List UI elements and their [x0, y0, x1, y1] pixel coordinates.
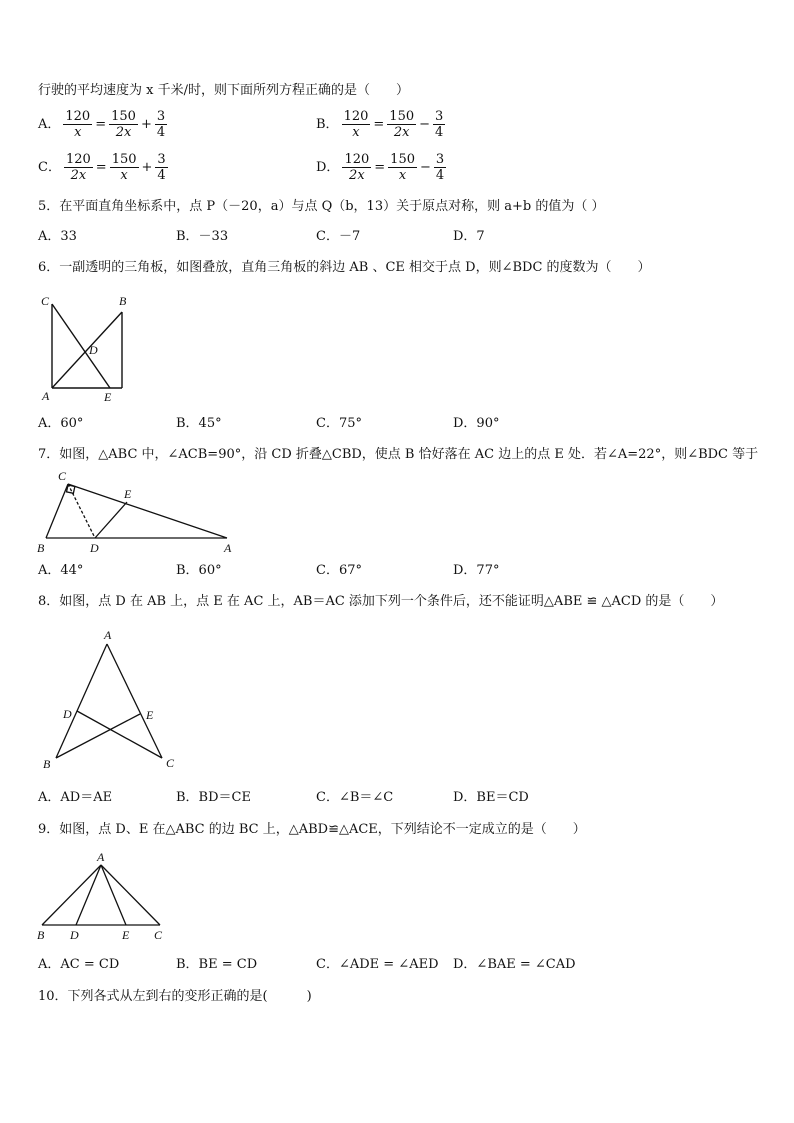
- fig8-label-b: B: [43, 757, 51, 771]
- fig9-label-c: C: [154, 928, 163, 942]
- fig7-label-e: E: [124, 487, 132, 501]
- q9-option-c[interactable]: C．∠ADE = ∠AED: [316, 957, 439, 972]
- q4-option-c[interactable]: C． $\frac{120}{2x}$ = $\frac{150}{x}$ + $\frac{3}{4}$: [38, 152, 166, 183]
- q6-option-c[interactable]: C．75°: [316, 416, 362, 431]
- q7-option-c[interactable]: C．67°: [316, 563, 362, 578]
- q7-option-a[interactable]: A．44°: [38, 563, 84, 578]
- q6-option-b[interactable]: B．45°: [176, 416, 222, 431]
- fig8-label-e: E: [146, 708, 154, 722]
- option-label: B．: [316, 116, 339, 132]
- fig9-label-e: E: [122, 928, 130, 942]
- q7-option-d[interactable]: D．77°: [453, 563, 500, 578]
- q9-figure: [34, 847, 174, 945]
- q7-figure: [34, 466, 244, 558]
- q4-stem: 行驶的平均速度为 x 千米/时，则下面所列方程正确的是（ ）: [38, 83, 409, 98]
- q7-option-b[interactable]: B．60°: [176, 563, 222, 578]
- fig7-label-a: A: [224, 541, 232, 555]
- fig9-label-b: B: [37, 928, 45, 942]
- fig9-label-a: A: [97, 850, 105, 864]
- fig7-label-b: B: [37, 541, 45, 555]
- q5-option-b[interactable]: B．－33: [176, 229, 229, 244]
- fig6-label-d: D: [89, 343, 98, 357]
- fig6-label-a: A: [42, 389, 50, 403]
- q6-option-a[interactable]: A．60°: [38, 416, 84, 431]
- fig8-label-c: C: [166, 756, 175, 770]
- q6-figure: [34, 290, 134, 408]
- fig9-label-d: D: [70, 928, 79, 942]
- q10-stem: 10．下列各式从左到右的变形正确的是( ): [38, 989, 312, 1004]
- fig7-label-c: C: [58, 469, 67, 483]
- fig8-label-a: A: [104, 628, 112, 642]
- q9-option-b[interactable]: B．BE = CD: [176, 957, 258, 972]
- fig8-label-d: D: [63, 707, 72, 721]
- q4-option-d[interactable]: D． $\frac{120}{2x}$ = $\frac{150}{x}$ − $\frac{3}{4}$: [316, 152, 445, 183]
- q5-option-a[interactable]: A．33: [38, 229, 77, 244]
- q8-option-d[interactable]: D．BE＝CD: [453, 790, 529, 805]
- q8-option-c[interactable]: C．∠B＝∠C: [316, 790, 394, 805]
- q5-option-d[interactable]: D．7: [453, 229, 485, 244]
- q9-option-d[interactable]: D．∠BAE = ∠CAD: [453, 957, 576, 972]
- option-label: A．: [38, 116, 61, 132]
- q8-figure: [34, 626, 184, 774]
- q8-option-b[interactable]: B．BD＝CE: [176, 790, 251, 805]
- q4-option-a[interactable]: A． $\frac{120}{x}$ = $\frac{150}{2x}$ + $\frac{3}{4}$: [38, 109, 166, 140]
- q8-option-a[interactable]: A．AD＝AE: [38, 790, 113, 805]
- q7-stem: 7．如图，△ABC 中，∠ACB=90°，沿 CD 折叠△CBD，使点 B 恰好落在 AC 边上的点 E 处．若∠A=22°，则∠BDC 等于: [38, 447, 759, 462]
- fig6-label-b: B: [119, 294, 127, 308]
- fig7-label-d: D: [90, 541, 99, 555]
- q9-stem: 9．如图，点 D、E 在△ABC 的边 BC 上，△ABD≌△ACE，下列结论不一定成立的是（ ）: [38, 822, 586, 837]
- fig6-label-c: C: [41, 294, 50, 308]
- q4-option-b[interactable]: B． $\frac{120}{x}$ = $\frac{150}{2x}$ − $\frac{3}{4}$: [316, 109, 444, 140]
- q5-stem: 5．在平面直角坐标系中，点 P（－20，a）与点 Q（b，13）关于原点对称，则 a+b 的值为（ ）: [38, 199, 605, 214]
- q6-stem: 6．一副透明的三角板，如图叠放，直角三角板的斜边 AB 、CE 相交于点 D，则∠BDC 的度数为（ ）: [38, 260, 651, 275]
- option-label: C．: [38, 159, 61, 175]
- fig6-label-e: E: [104, 390, 112, 404]
- q8-stem: 8．如图，点 D 在 AB 上，点 E 在 AC 上，AB＝AC 添加下列一个条件后，还不能证明△ABE ≌ △ACD 的是（ ）: [38, 594, 724, 609]
- q6-option-d[interactable]: D．90°: [453, 416, 500, 431]
- option-label: D．: [316, 159, 340, 175]
- q9-option-a[interactable]: A．AC = CD: [38, 957, 120, 972]
- q5-option-c[interactable]: C．－7: [316, 229, 361, 244]
